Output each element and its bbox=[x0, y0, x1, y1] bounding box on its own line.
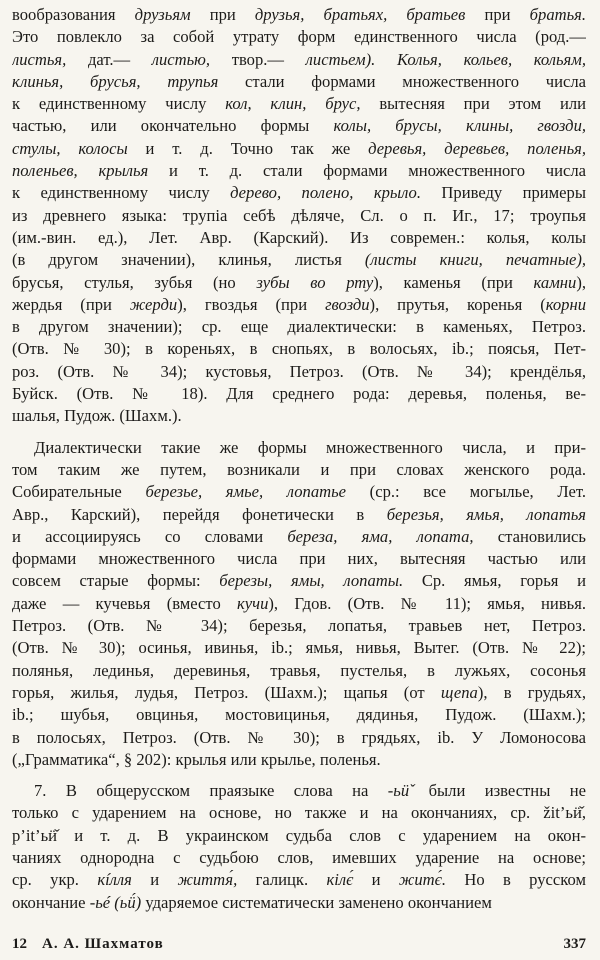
text-line: клинья, брусья, трупья стали формами множественного числа bbox=[12, 71, 586, 91]
italic-term: листью, bbox=[151, 49, 211, 69]
text-line: Петроз. (Отв. № 34); березья, лопатья, травьев нет, Петроз. bbox=[12, 616, 586, 636]
italic-term: березы, ямы, лопаты. bbox=[219, 571, 404, 591]
text-line: 7. В общерусском праязыке слова на -ьӥ̌ были известны не bbox=[34, 781, 586, 801]
italic-term: кучи bbox=[237, 593, 269, 613]
italic-term: жерди bbox=[129, 294, 178, 314]
text-line: из древнего языка: трупіа себѣ дѣляче, Сл. о п. Иг., 17; троупья bbox=[12, 205, 586, 225]
italic-term: кол, клин, брус, bbox=[225, 94, 361, 114]
text-line: (в другом значении), клинья, листья (листы книги, печатные), bbox=[12, 250, 586, 270]
italic-term: дерево, полено, крыло. bbox=[230, 183, 422, 203]
text-line: p’it’ьӥ̌ и т. д. В украинском судьба слов с ударением на окон- bbox=[12, 825, 586, 845]
text-line: только с ударением на основе, но также и на окончаниях, ср. žit’ьӥ̌, bbox=[12, 803, 586, 823]
text-line: частью, или окончательно формы колы, брусы, клины, гвозди, bbox=[12, 116, 586, 136]
text-line: („Грамматика“, § 202): крылья или крылье, поленья. bbox=[12, 749, 381, 769]
text-line: в полосьях, Петроз. (Отв. № 30); в грядьях, ib. У Ломоносова bbox=[12, 727, 586, 747]
italic-term: Колья, кольев, кольям, bbox=[397, 49, 586, 69]
italic-term: березье, ямье, лопатье bbox=[145, 482, 347, 502]
italic-term: -ьé (ьӥ́) bbox=[89, 892, 142, 912]
italic-term: деревья, деревьев, поленья, bbox=[368, 138, 586, 158]
paragraph-gap bbox=[12, 771, 586, 780]
italic-term: корни bbox=[545, 294, 586, 314]
italic-term: житє́. bbox=[398, 870, 447, 890]
text-line: в другом значении); ср. еще диалектически: в каменьях, Петроз. bbox=[12, 317, 586, 337]
text-line: шалья, Пудож. (Шахм.). bbox=[12, 406, 182, 426]
italic-term: зубы во рту bbox=[256, 272, 374, 292]
text-line: Это повлекло за собой утрату форм единственного числа (род.— bbox=[12, 27, 586, 47]
text-line: полянья, лединья, деревинья, травья, пустелья, в лужьях, сосонья bbox=[12, 660, 586, 680]
text-line: том таким же путем, возникали и при словах женского рода. bbox=[12, 459, 586, 479]
text-line: ib.; шубья, овцинья, мостовицинья, дядинья, Пудож. (Шахм.); bbox=[12, 705, 586, 725]
text-line: поленьев, крылья и т. д. стали формами множественного числа bbox=[12, 161, 586, 181]
italic-term: клинья, брусья, трупья bbox=[12, 71, 219, 91]
italic-term: життя́, bbox=[177, 870, 238, 890]
body-text bbox=[12, 4, 586, 914]
text-line: (Отв. № 30); в кореньях, в снопьях, в волосьях, ib.; поясья, Пет- bbox=[12, 339, 586, 359]
italic-term: березья, ямья, лопатья bbox=[386, 504, 586, 524]
text-line: горья, жилья, лудья, Петроз. (Шахм.); щапья (от щепа), в грудьях, bbox=[12, 682, 586, 702]
italic-term: листьем). bbox=[305, 49, 376, 69]
text-line: Буйск. (Отв. № 18). Для среднего рода: деревья, поленья, ве- bbox=[12, 384, 586, 404]
text-line: чаниях однородна с судьбою слов, имевших ударение на основе; bbox=[12, 847, 586, 867]
text-line: листья, дат.— листью, твор.— листьем). Колья, кольев, кольям, bbox=[12, 49, 586, 69]
italic-term: камни bbox=[533, 272, 577, 292]
running-author: А. А. Шахматов bbox=[42, 936, 164, 952]
italic-term: поленьев, крылья bbox=[12, 161, 149, 181]
text-line: ср. укр. кíлля и життя́, галицк. кілє́ и житє́. Но в русском bbox=[12, 870, 586, 890]
paragraph-gap bbox=[12, 428, 586, 437]
italic-term: братья. bbox=[529, 5, 586, 24]
text-line: жердья (при жерди), гвоздья (при гвозди), прутья, коренья (корни bbox=[12, 294, 586, 314]
italic-term: кíлля bbox=[97, 870, 132, 890]
italic-term: гвозди bbox=[325, 294, 370, 314]
italic-term: друзьям bbox=[134, 5, 191, 24]
text-line: формами множественного числа при них, вытесняя частью или bbox=[12, 549, 586, 569]
text-line: вообразования друзьям при друзья, братьях, братьев при братья. bbox=[12, 5, 586, 24]
paragraph-3 bbox=[12, 780, 586, 914]
text-line: (Отв. № 30); осинья, ивинья, ib.; ямья, нивья, Вытег. (Отв. № 22); bbox=[12, 638, 586, 658]
italic-term: кілє́ bbox=[326, 870, 354, 890]
text-line: к единственному числу дерево, полено, крыло. Приведу примеры bbox=[12, 183, 586, 203]
italic-term: стулы, колосы bbox=[12, 138, 128, 158]
italic-term: (листы книги, печатные), bbox=[364, 250, 586, 270]
text-line: к единственному числу кол, клин, брус, вытесняя при этом или bbox=[12, 94, 586, 114]
folio-number: 12 bbox=[12, 936, 27, 952]
italic-term: листья, bbox=[12, 49, 67, 69]
text-line: и ассоциируясь со словами береза, яма, лопата, становились bbox=[12, 526, 586, 546]
paragraph-1 bbox=[12, 4, 586, 428]
italic-term: -ьӥ̌ bbox=[387, 781, 410, 801]
text-line: Авр., Карский), перейдя фонетически в березья, ямья, лопатья bbox=[12, 504, 586, 524]
text-line: (им.-вин. ед.), Лет. Авр. (Карский). Из современ.: колья, колы bbox=[12, 227, 586, 247]
text-line: стулы, колосы и т. д. Точно так же деревья, деревьев, поленья, bbox=[12, 138, 586, 158]
page-number: 337 bbox=[563, 936, 586, 952]
italic-term: друзья, братьях, братьев bbox=[254, 5, 466, 24]
italic-term: колы, брусы, клины, гвозди, bbox=[333, 116, 586, 136]
italic-term: щепа bbox=[440, 682, 478, 702]
text-line: роз. (Отв. № 34); кустовья, Петроз. (Отв. № 34); крендёлья, bbox=[12, 361, 586, 381]
text-line: брусья, стулья, зубья (но зубы во рту), каменья (при камни), bbox=[12, 272, 586, 292]
text-line: даже — кучевья (вместо кучи), Гдов. (Отв. № 11); ямья, нивья. bbox=[12, 593, 586, 613]
text-line: окончание -ьé (ьӥ́) ударяемое систематически заменено окончанием bbox=[12, 892, 492, 912]
text-line: совсем старые формы: березы, ямы, лопаты. Ср. ямья, горья и bbox=[12, 571, 586, 591]
text-line: Диалектически такие же формы множественного числа, и при- bbox=[34, 437, 586, 457]
paragraph-2 bbox=[12, 437, 586, 771]
text-line: Собирательные березье, ямье, лопатье (ср.: все могылье, Лет. bbox=[12, 482, 586, 502]
italic-term: береза, яма, лопата, bbox=[287, 526, 474, 546]
